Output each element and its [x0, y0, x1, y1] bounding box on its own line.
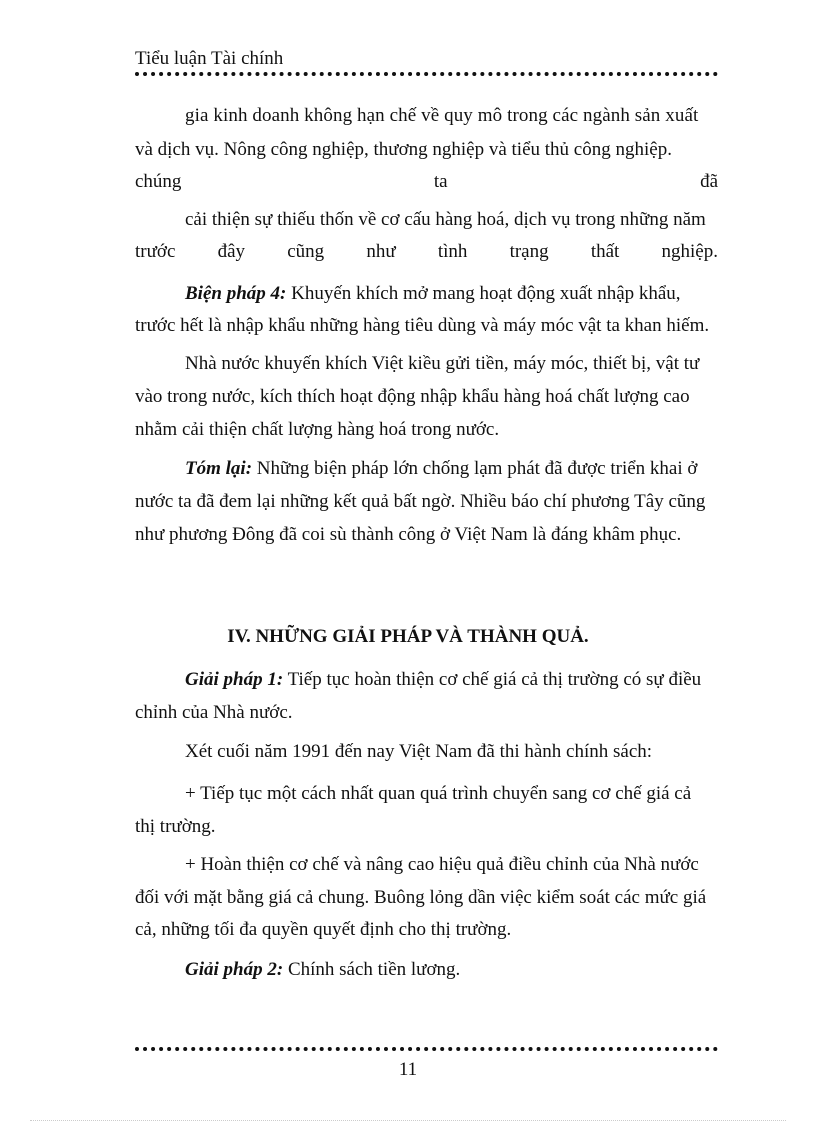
text-line: [185, 104, 718, 128]
word: đã: [700, 171, 718, 192]
text-line-spread: [135, 170, 718, 194]
text-line: Nhà nước khuyến khích Việt kiều gửi tiền, máy móc, thiết bị, vật tư: [185, 353, 700, 374]
measure-4-label: Biện pháp 4:: [185, 283, 287, 304]
summary-label: Tóm lại:: [185, 458, 253, 479]
word: trước: [135, 241, 176, 262]
word: chúng: [135, 171, 182, 192]
text-line: thị trường.: [135, 816, 216, 837]
text-line: [185, 457, 718, 481]
text-line: vào trong nước, kích thích hoạt động nhập khẩu hàng hoá chất lượng cao: [135, 386, 690, 407]
text-line-content: gia kinh doanh không hạn chế về quy mô trong các ngành sản xuất: [185, 105, 699, 126]
word: nghiệp.: [661, 241, 718, 262]
solution-1-label: Giải pháp 1:: [185, 669, 284, 690]
text-span: Những biện pháp lớn chống lạm phát đã được triển khai ở: [252, 458, 698, 479]
header-dotted-rule: [135, 72, 718, 76]
text-line: + Tiếp tục một cách nhất quan quá trình chuyển sang cơ chế giá cả: [185, 783, 692, 804]
word: đây: [217, 241, 246, 262]
text-line: trước hết là nhập khẩu những hàng tiêu dùng và máy móc vật ta khan hiếm.: [135, 315, 710, 336]
word: ta: [433, 171, 448, 192]
text-span: Chính sách tiền lương.: [283, 959, 461, 980]
text-line: chỉnh của Nhà nước.: [135, 702, 293, 723]
text-line: Xét cuối năm 1991 đến nay Việt Nam đã thi hành chính sách:: [185, 741, 653, 762]
text-line: và dịch vụ. Nông công nghiệp, thương nghiệp và tiểu thủ công nghiệp.: [135, 139, 672, 160]
text-line: như phương Đông đã coi sù thành công ở Việt Nam là đáng khâm phục.: [135, 524, 682, 545]
text-line: [185, 958, 718, 982]
word: tình: [437, 241, 468, 262]
text-line: cả, những tối đa quyền quyết định cho thị trường.: [135, 919, 512, 940]
header-title: Tiểu luận Tài chính: [135, 48, 284, 69]
text-line: nhằm cải thiện chất lượng hàng hoá trong nước.: [135, 419, 500, 440]
word: trạng: [509, 241, 549, 262]
footer-dotted-rule: [135, 1047, 718, 1051]
text-span: Khuyến khích mở mang hoạt động xuất nhập khẩu,: [286, 283, 681, 304]
solution-2-label: Giải pháp 2:: [185, 959, 284, 980]
section-heading: IV. NHỮNG GIẢI PHÁP VÀ THÀNH QUẢ.: [227, 626, 589, 647]
text-line: [185, 282, 718, 306]
word: như: [366, 241, 396, 262]
word: cũng: [287, 241, 325, 262]
page-edge-rule: [30, 1120, 786, 1121]
text-line-spread: [135, 240, 718, 264]
text-line: nước ta đã đem lại những kết quả bất ngờ. Nhiều báo chí phương Tây cũng: [135, 491, 706, 512]
word: thất: [590, 241, 620, 262]
page-number: 11: [398, 1059, 418, 1080]
text-line: [185, 668, 718, 692]
text-span: Tiếp tục hoàn thiện cơ chế giá cả thị trường có sự điều: [283, 669, 702, 690]
text-line: cải thiện sự thiếu thốn về cơ cấu hàng hoá, dịch vụ trong những năm: [185, 209, 706, 230]
text-line: đối với mặt bằng giá cả chung. Buông lỏng dần việc kiểm soát các mức giá: [135, 887, 707, 908]
text-line: + Hoàn thiện cơ chế và nâng cao hiệu quả điều chỉnh của Nhà nước: [185, 854, 699, 875]
